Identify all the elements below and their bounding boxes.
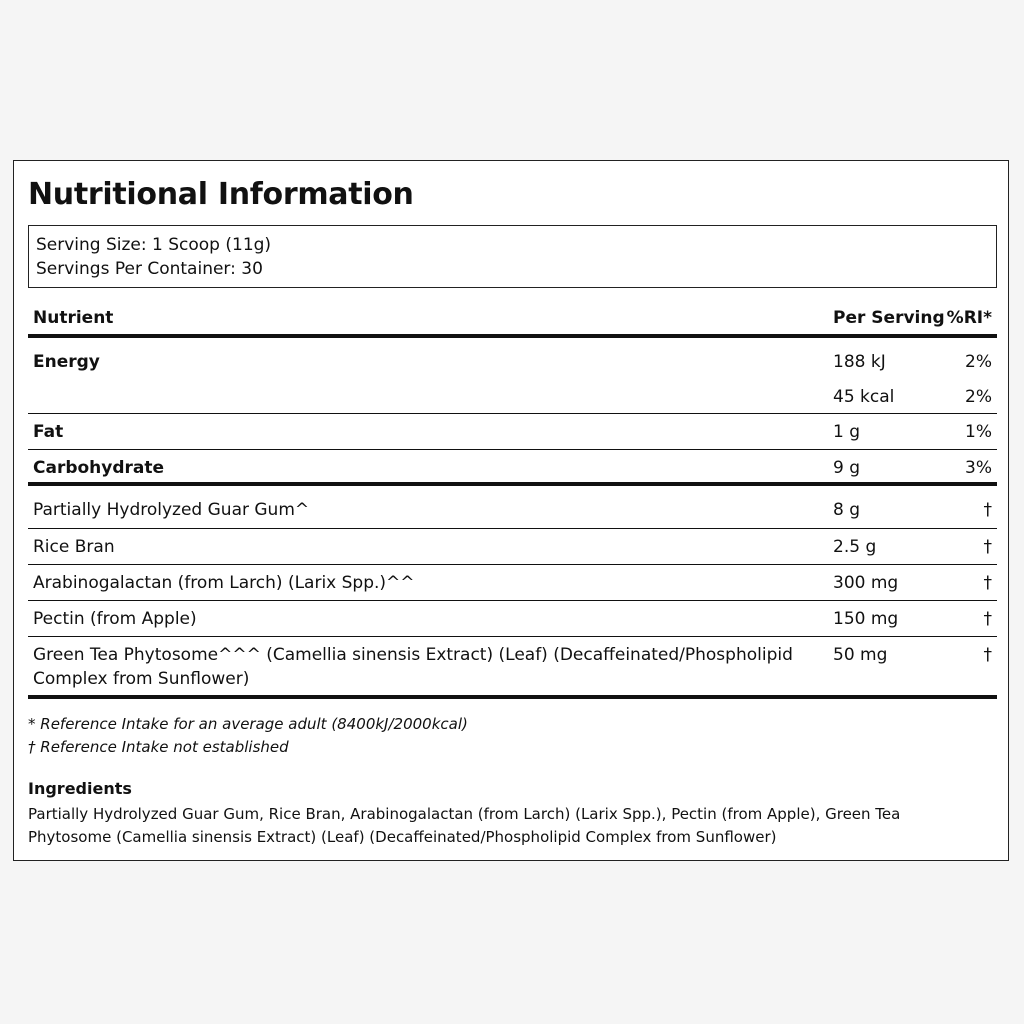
ingredients-heading: Ingredients [28,779,132,798]
table-row [28,529,997,565]
ingredient-ri: † [983,573,992,593]
table-row [28,637,997,699]
table-row-carbohydrate [28,450,997,486]
ingredient-amount: 2.5 g [833,537,877,557]
energy-label: Energy [33,352,100,372]
ingredient-amount: 50 mg [833,645,888,665]
energy-kcal-ri: 2% [965,387,992,407]
footnotes [28,713,468,759]
carbohydrate-label: Carbohydrate [33,458,165,478]
table-row [28,601,997,637]
ingredient-ri: † [983,500,992,520]
fat-ri: 1% [965,422,992,442]
header-per-serving: Per Serving [833,307,945,328]
energy-kcal: 45 kcal [833,387,895,407]
carbohydrate-ri: 3% [965,458,992,478]
table-row-fat [28,414,997,450]
ingredient-ri: † [983,537,992,557]
table-row [28,565,997,601]
servings-per-container: Servings Per Container: 30 [36,259,263,279]
ingredient-name: Green Tea Phytosome^^^ (Camellia sinensis Extract) (Leaf) (Decaffeinated/Phospholipid Complex from Sunflower) [33,645,793,689]
footnote-reference-intake: * Reference Intake for an average adult (8400kJ/2000kcal) [28,715,468,733]
ingredient-amount: 300 mg [833,573,899,593]
ingredients-section [28,777,988,849]
nutrition-table [28,301,997,699]
ingredient-name: Pectin (from Apple) [33,609,197,629]
ingredients-text: Partially Hydrolyzed Guar Gum, Rice Bran, Arabinogalactan (from Larch) (Larix Spp.), Pectin (from Apple), Green Tea Phytosome (Camellia sinensis Extract) (Leaf) (Decaffeinated/Phospholipid Complex from Sunflower) [28,805,901,846]
ingredient-ri: † [983,609,992,629]
footnote-not-established: † Reference Intake not established [28,738,289,756]
ingredient-amount: 150 mg [833,609,899,629]
nutrition-panel [13,160,1009,861]
ingredient-name: Rice Bran [33,537,115,557]
carbohydrate-per: 9 g [833,458,861,478]
ingredient-amount: 8 g [833,500,861,520]
table-header [28,301,997,338]
header-nutrient: Nutrient [33,307,114,328]
energy-kj-ri: 2% [965,352,992,372]
page-title: Nutritional Information [28,177,414,212]
serving-size: Serving Size: 1 Scoop (11g) [36,235,272,255]
ingredient-name: Partially Hydrolyzed Guar Gum^ [33,500,310,520]
fat-per: 1 g [833,422,861,442]
energy-kj: 188 kJ [833,352,886,372]
fat-label: Fat [33,422,64,442]
table-row-energy [28,338,997,414]
table-row [28,486,997,529]
serving-info-box [28,225,997,288]
header-ri: %RI* [946,307,992,328]
ingredient-ri: † [983,645,992,665]
ingredient-name: Arabinogalactan (from Larch) (Larix Spp.)^^ [33,573,415,593]
